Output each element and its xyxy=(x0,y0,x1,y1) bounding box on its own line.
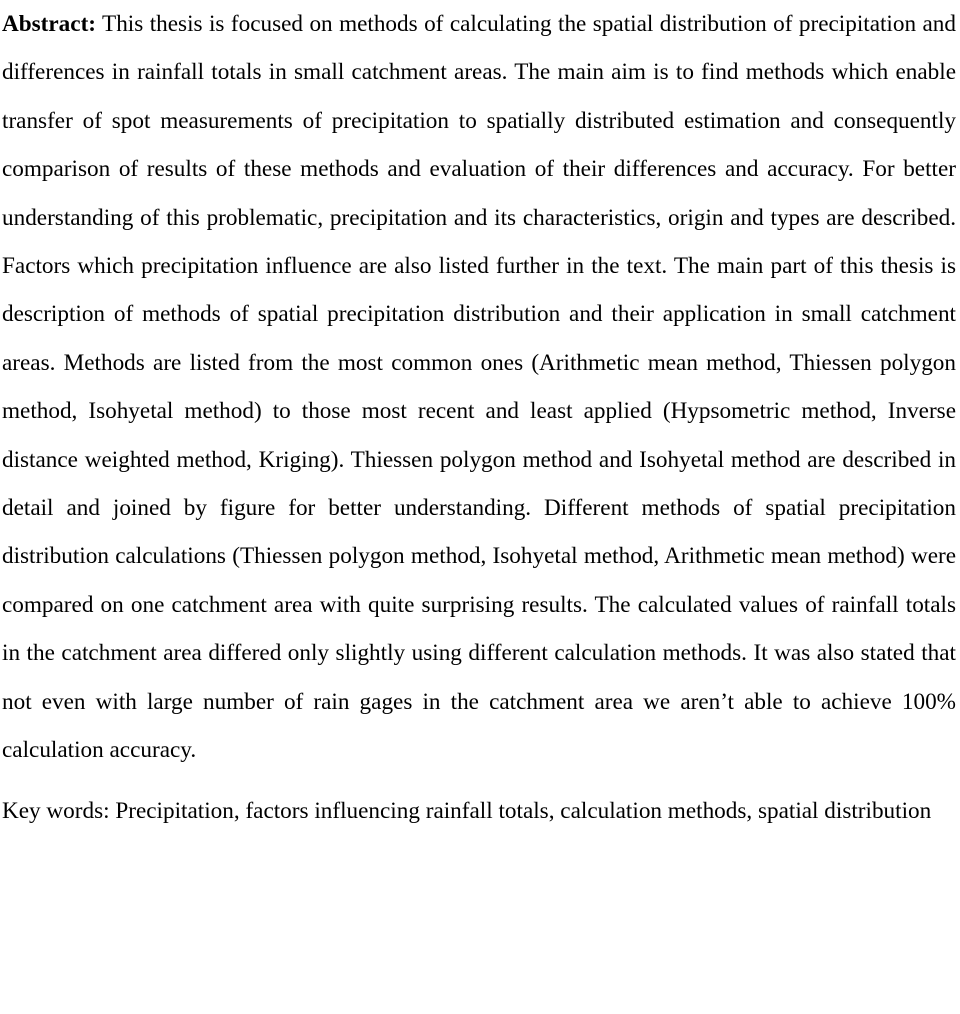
abstract-label: Abstract: xyxy=(2,11,97,37)
keywords-paragraph xyxy=(2,787,956,835)
abstract-paragraph xyxy=(2,0,956,775)
keywords-label: Key words: xyxy=(2,797,110,824)
keywords-text: Precipitation, factors influencing rainfall totals, calculation methods, spatial distribution xyxy=(115,797,932,824)
abstract-text: This thesis is focused on methods of calculating the spatial distribution of precipitation and differences in rainfall totals in small catchment areas. The main aim is to find methods which enable transfer of spot measurements of precipitation to spatially distributed estimation and consequently comparison of results of these methods and evaluation of their differences and accuracy. For better understanding of this problematic, precipitation and its characteristics, origin and types are described. Factors which precipitation influence are also listed further in the text. The main part of this thesis is description of methods of spatial precipitation distribution and their application in small catchment areas. Methods are listed from the most common ones (Arithmetic mean method, Thiessen polygon method, Isohyetal method) to those most recent and least applied (Hypsometric method, Inverse distance weighted method, Kriging). Thiessen polygon method and Isohyetal method are described in detail and joined by figure for better understanding. Different methods of spatial precipitation distribution calculations (Thiessen polygon method, Isohyetal method, Arithmetic mean method) were compared on one catchment area with quite surprising results. The calculated values of rainfall totals in the catchment area differed only slightly using different calculation methods. It was also stated that not even with large number of rain gages in the catchment area we aren’t able to achieve 100% calculation accuracy. xyxy=(2,11,956,764)
document-page xyxy=(2,0,956,835)
